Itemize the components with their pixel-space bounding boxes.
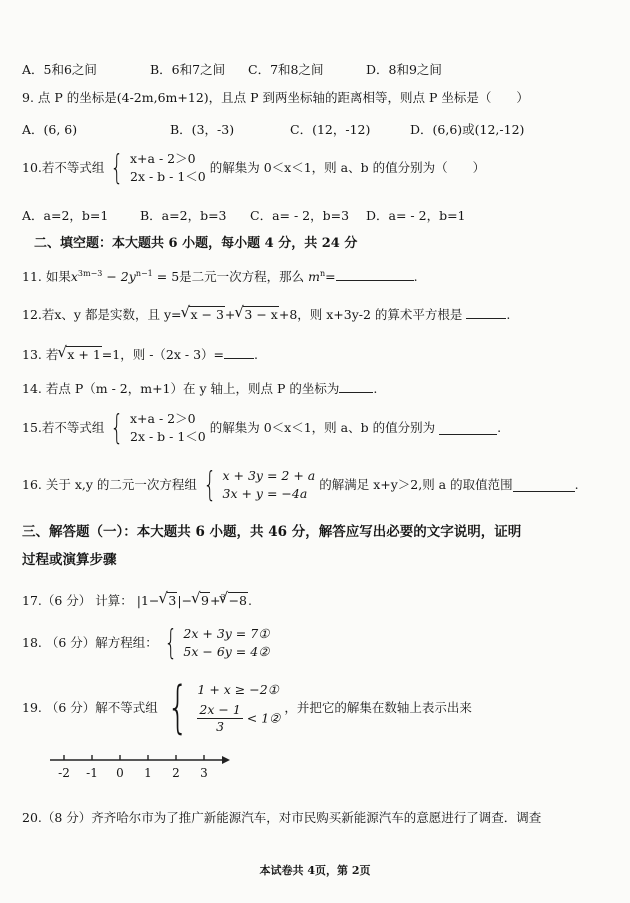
q16-answer-blank[interactable] xyxy=(513,479,575,492)
q12-radical-2 xyxy=(235,307,278,323)
q15-eq1: x+a - 2＞0 xyxy=(130,411,196,426)
q16-eq2: 3x + y = −4a xyxy=(222,486,308,501)
brace-icon: { xyxy=(110,148,124,188)
q10-prefix: 10.若不等式组 xyxy=(22,160,105,175)
q11-x: x xyxy=(70,269,78,285)
q10-option-d: D．a= - 2，b=1 xyxy=(366,208,466,223)
q9-option-c: C．(12，-12) xyxy=(290,122,371,137)
tick-label: 1 xyxy=(144,766,152,780)
q12 xyxy=(22,306,510,323)
q10-eq2: 2x - b - 1＜0 xyxy=(130,169,206,184)
q17-radical-1 xyxy=(159,593,177,609)
q8-option-d: D．8和9之间 xyxy=(366,62,442,77)
q15-prefix: 15.若不等式组 xyxy=(22,420,105,435)
q17-radicand-1: 3 xyxy=(168,593,177,609)
q16-eq1: x + 3y = 2 + a xyxy=(222,468,316,483)
q16-prefix: 16. 关于 x,y 的二元一次方程组 xyxy=(22,477,197,492)
q17-radicand-2: 9 xyxy=(201,593,209,609)
q11-target-exp: n xyxy=(320,269,326,278)
q17-abs-close: |− xyxy=(177,593,193,609)
q15-answer-blank[interactable] xyxy=(439,422,497,435)
q16 xyxy=(22,467,579,503)
q17-radicand-3: −8 xyxy=(228,593,248,609)
number-line[interactable] xyxy=(50,752,230,792)
q13-radical xyxy=(58,347,101,363)
q19-numerator: 2x − 1 xyxy=(199,702,241,717)
q17-plus: + xyxy=(210,593,221,609)
q18-prefix: 18. （6 分）解方程组： xyxy=(22,635,158,650)
q12-plus: + xyxy=(224,307,236,322)
tick-label: -1 xyxy=(86,766,98,780)
q12-answer-blank[interactable] xyxy=(466,306,506,319)
q11-eq-sign: = xyxy=(325,269,336,285)
q11 xyxy=(22,266,418,285)
q12-radicand-2: 3 − x xyxy=(244,307,278,322)
q8-option-b: B．6和7之间 xyxy=(150,62,226,77)
q14 xyxy=(22,380,377,397)
q13-radicand: x + 1 xyxy=(67,347,101,362)
q11-prefix: 11. 如果 xyxy=(22,269,71,285)
q16-suffix: 的解满足 x+y＞2,则 a 的取值范围 xyxy=(319,477,513,492)
section-3-heading-line2: 过程或演算步骤 xyxy=(22,552,117,568)
q17-cube-index: 3 xyxy=(220,593,226,602)
q18-eq2: 5x − 6y = 4② xyxy=(183,644,270,659)
tick-label: 2 xyxy=(172,766,180,780)
q10-eq1: x+a - 2＞0 xyxy=(130,151,196,166)
q19-eq2-tail: < 1② xyxy=(246,710,281,726)
tick-label: 0 xyxy=(116,766,124,780)
q18-eq1: 2x + 3y = 7① xyxy=(183,626,270,641)
q10-option-b: B．a=2，b=3 xyxy=(140,208,227,223)
q15 xyxy=(22,410,501,446)
q14-answer-blank[interactable] xyxy=(339,380,373,393)
q9-option-a: A．(6, 6) xyxy=(22,122,78,137)
q11-equals: = 5 xyxy=(152,269,180,285)
q11-exp1: 3m−3 xyxy=(77,269,103,278)
brace-icon: { xyxy=(164,623,178,663)
q19-fraction xyxy=(197,702,242,735)
q18-system xyxy=(162,625,270,661)
q15-dot: . xyxy=(497,420,502,435)
q12-radical-1 xyxy=(181,307,224,323)
q17-dot: . xyxy=(248,593,252,609)
q13 xyxy=(22,346,258,363)
tick-label: -2 xyxy=(58,766,70,780)
q17 xyxy=(22,590,252,609)
q19-suffix: ，并把它的解集在数轴上表示出来 xyxy=(284,700,472,715)
q19-eq1: 1 + x ≥ −2① xyxy=(197,682,279,697)
q11-answer-blank[interactable] xyxy=(336,268,414,281)
brace-icon: { xyxy=(203,465,217,505)
q10-option-a: A．a=2，b=1 xyxy=(22,208,109,223)
q12-radicand-1: x − 3 xyxy=(190,307,224,322)
q13-dot: . xyxy=(254,347,259,362)
q14-dot: . xyxy=(373,381,378,396)
q9-stem: 9. 点 P 的坐标是(4-2m,6m+12)，且点 P 到两坐标轴的距离相等，则点 P 坐标是（ ） xyxy=(22,90,529,105)
q16-dot: . xyxy=(574,477,579,492)
q11-minus-y: − 2y xyxy=(102,269,136,285)
q10 xyxy=(22,150,485,186)
q10-option-c: C．a= - 2，b=3 xyxy=(250,208,350,223)
q18 xyxy=(22,625,269,661)
q19-denominator: 3 xyxy=(216,719,225,734)
q17-abs-open: |1− xyxy=(136,593,160,609)
q15-suffix: 的解集为 0＜x＜1，则 a、b 的值分别为 xyxy=(209,420,436,435)
q11-suffix: 是二元一次方程，那么 xyxy=(179,269,305,285)
q20-stem: 20.（8 分）齐齐哈尔市为了推广新能源汽车，对市民购买新能源汽车的意愿进行了调查．调查 xyxy=(22,810,542,825)
q10-suffix: 的解集为 0＜x＜1，则 a、b 的值分别为（ ） xyxy=(209,160,486,175)
q17-radical-2 xyxy=(192,593,210,609)
q8-option-a: A．5和6之间 xyxy=(22,62,97,77)
q19-system xyxy=(162,675,281,740)
q10-system xyxy=(108,150,205,186)
q13-prefix: 13. 若 xyxy=(22,347,59,362)
q19 xyxy=(22,675,472,740)
q11-target: m xyxy=(308,269,321,285)
q19-prefix: 19. （6 分）解不等式组 xyxy=(22,700,158,715)
brace-icon: { xyxy=(110,408,124,448)
tick-label: 3 xyxy=(200,766,208,780)
section-2-heading: 二、填空题：本大题共 6 小题，每小题 4 分，共 24 分 xyxy=(34,236,358,251)
q11-exp2: n−1 xyxy=(135,269,153,278)
q9-option-d: D．(6,6)或(12,-12) xyxy=(410,122,525,137)
q17-radical-3 xyxy=(220,593,248,609)
q16-system xyxy=(201,467,315,503)
q14-text: 14. 若点 P（m - 2，m+1）在 y 轴上，则点 P 的坐标为 xyxy=(22,381,340,396)
q13-suffix: =1，则 -（2x - 3）= xyxy=(101,347,225,362)
section-3-heading-line1: 三、解答题（一）：本大题共 6 小题，共 46 分，解答应写出必要的文字说明，证明 xyxy=(22,524,522,540)
q12-prefix: 12.若x、y 都是实数，且 y= xyxy=(22,307,182,322)
q13-answer-blank[interactable] xyxy=(224,346,254,359)
q9-option-b: B．(3，-3) xyxy=(170,122,235,137)
page-footer: 本试卷共 4页，第 2页 xyxy=(259,864,371,877)
q11-dot: . xyxy=(413,269,418,285)
brace-icon: { xyxy=(166,675,189,740)
q15-eq2: 2x - b - 1＜0 xyxy=(130,429,206,444)
q12-suffix: +8，则 x+3y-2 的算术平方根是 xyxy=(278,307,463,322)
q17-prefix: 17.（6 分） 计算： xyxy=(22,593,133,609)
q12-dot: . xyxy=(506,307,511,322)
q15-system xyxy=(108,410,205,446)
q8-option-c: C．7和8之间 xyxy=(248,62,324,77)
